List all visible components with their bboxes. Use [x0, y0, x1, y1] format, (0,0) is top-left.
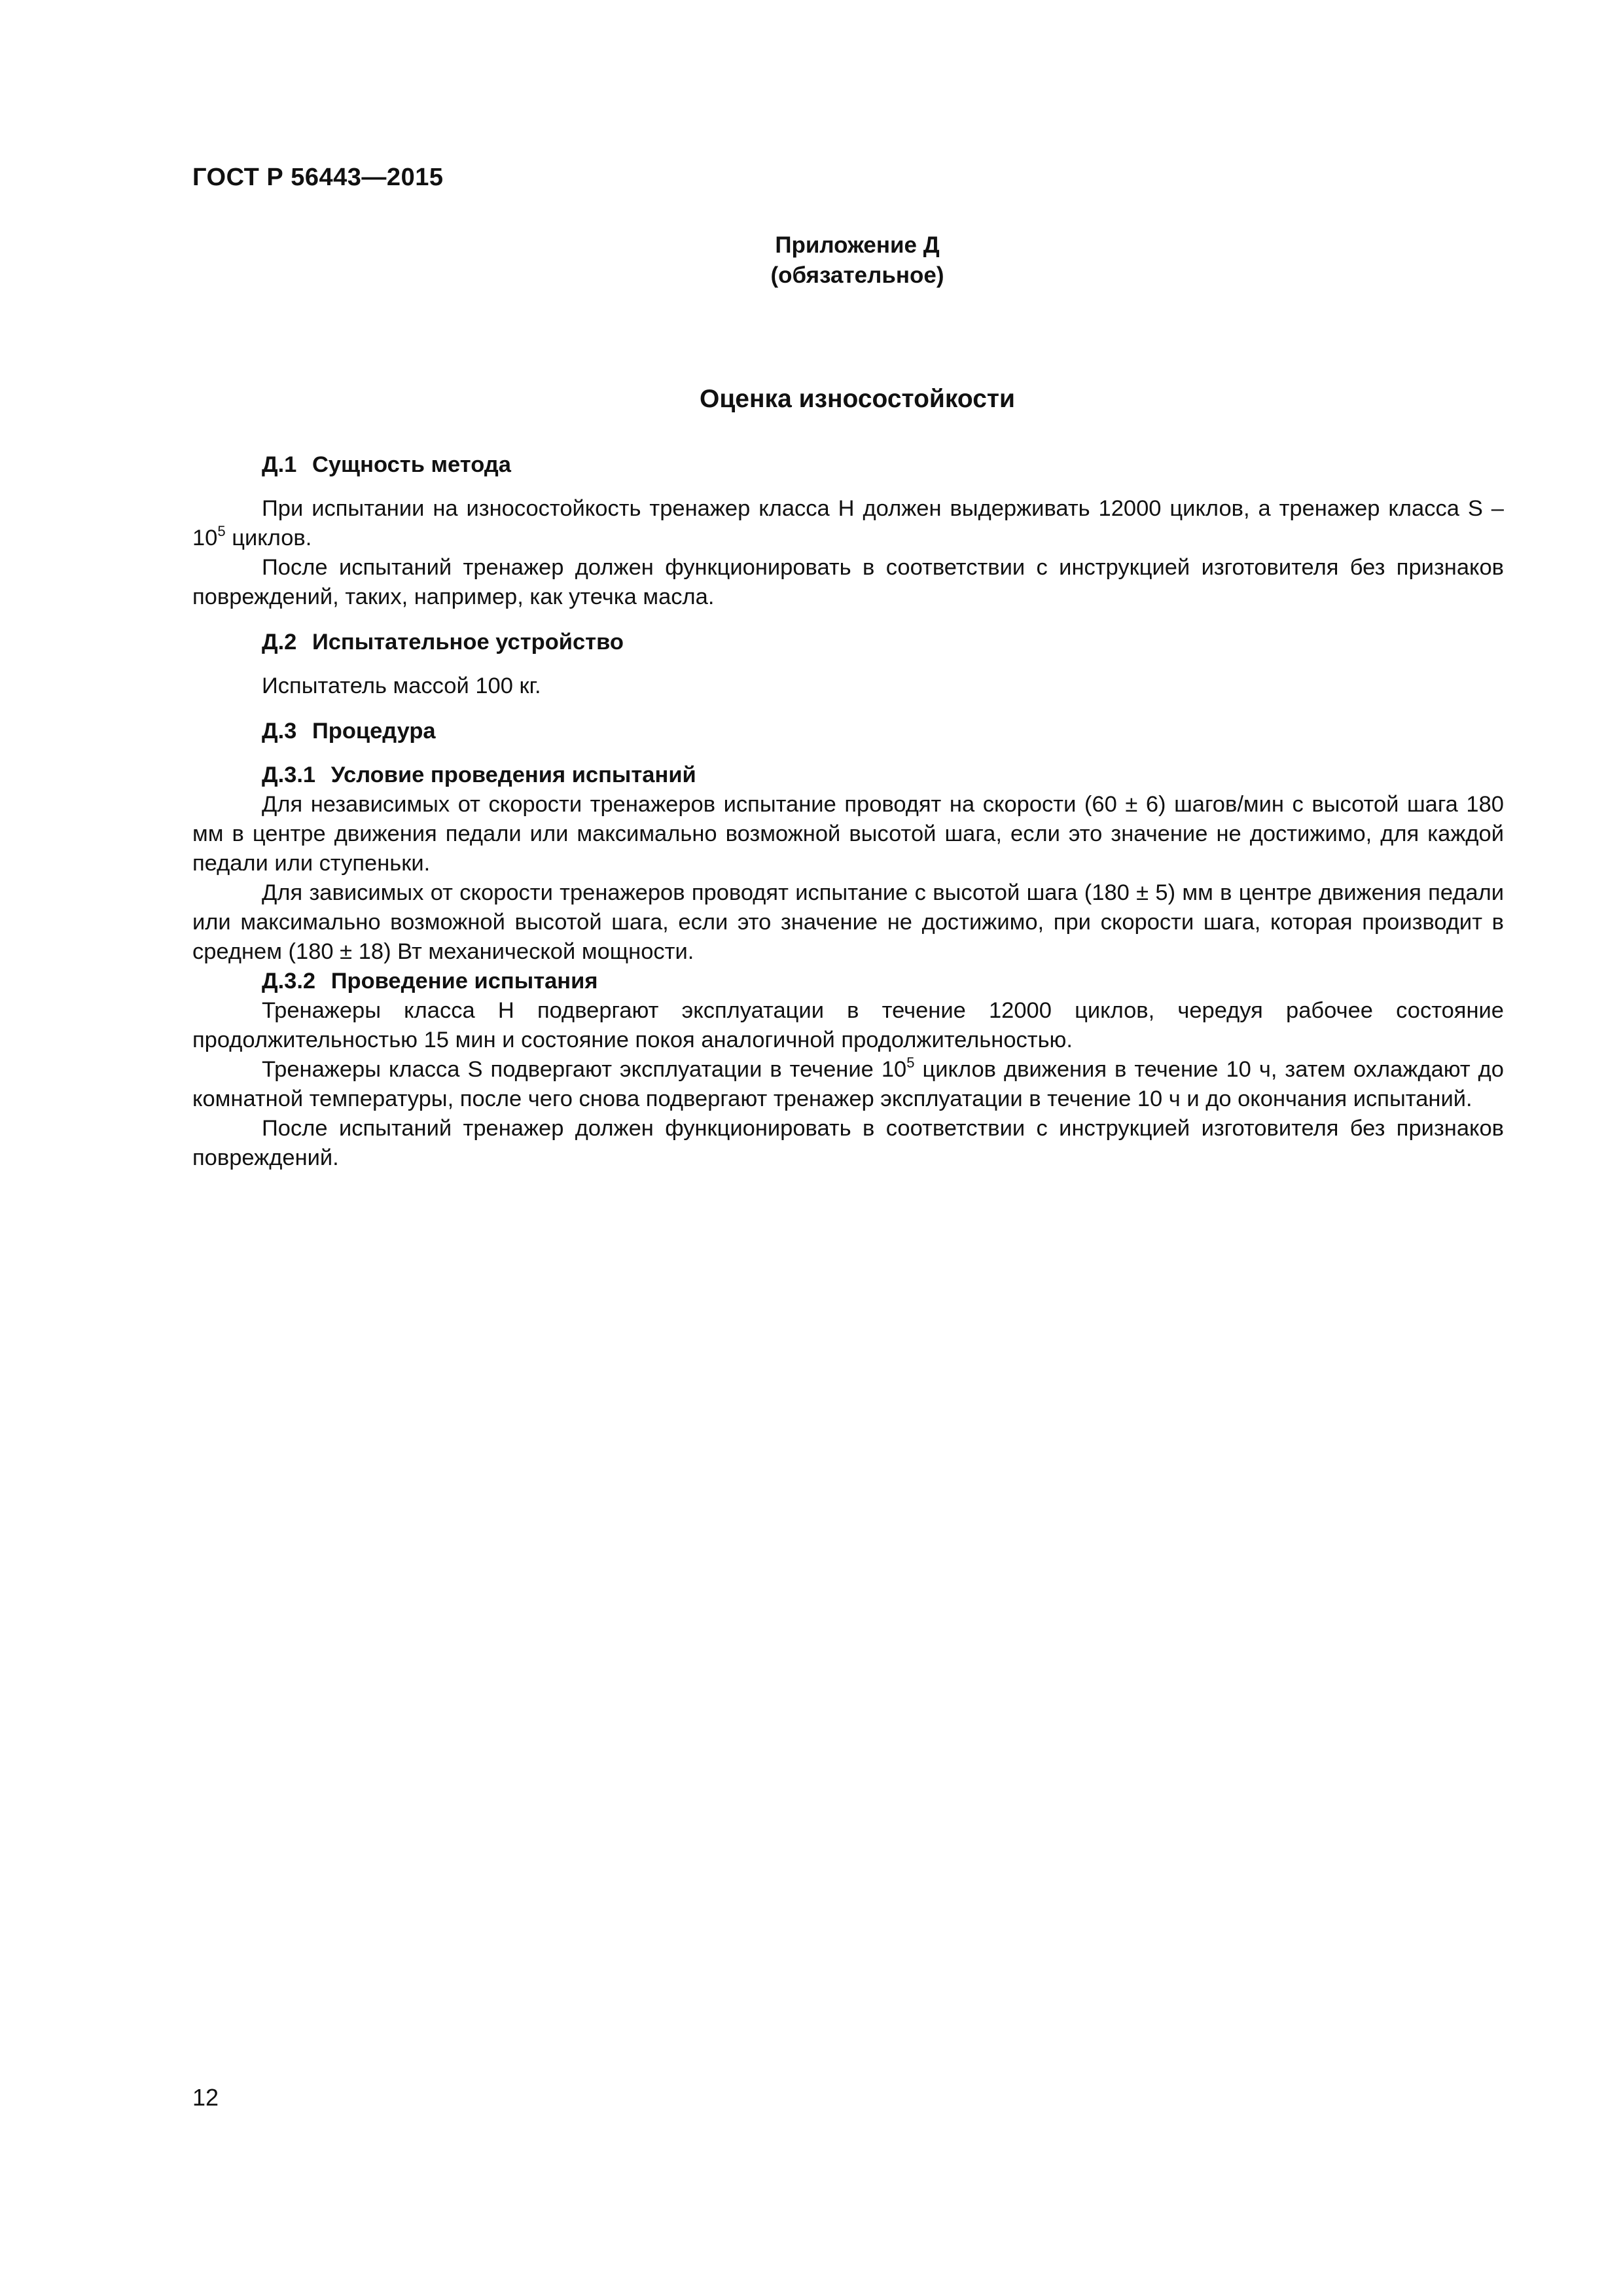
section-d3-title: Процедура: [312, 719, 436, 744]
section-d32-title: Проведение испытания: [330, 969, 598, 994]
section-d31-heading: [192, 761, 1504, 790]
section-d2-paragraph-1: Испытатель массой 100 кг.: [262, 673, 541, 698]
section-d1-heading: [192, 450, 1504, 480]
section-d31-number: Д.3.1: [262, 762, 316, 787]
appendix-title: Приложение Д: [775, 232, 940, 258]
section-d3-number: Д.3: [262, 719, 297, 744]
appendix-status: (обязательное): [770, 262, 944, 288]
superscript: 5: [906, 1054, 915, 1071]
section-d32-heading: [192, 967, 1504, 996]
section-d2-title: Испытательное устройство: [312, 630, 624, 655]
section-d1-number: Д.1: [262, 452, 297, 477]
section-d32-paragraph-1: Тренажеры класса Н подвергают эксплуатации в течение 12000 циклов, чередуя рабочее состояние продолжительностью 15 мин и состояние покоя аналогичной продолжительностью.: [192, 998, 1504, 1052]
section-d2-heading: [192, 628, 1504, 657]
document-body: [192, 450, 1504, 1173]
section-d1-title: Сущность метода: [312, 452, 511, 477]
section-d2-number: Д.2: [262, 630, 297, 655]
document-code: ГОСТ Р 56443—2015: [192, 164, 444, 191]
section-d31-paragraph-2: Для зависимых от скорости тренажеров проводят испытание с высотой шага (180 ± 5) мм в центре движения педали или максимально возможной высотой шага, если это значение не достижимо, при скорости шага, которая производит в среднем (180 ± 18) Вт механической мощности.: [192, 880, 1504, 964]
section-d32-paragraph-3: После испытаний тренажер должен функционировать в соответствии с инструкцией изготовителя без признаков повреждений.: [192, 1116, 1504, 1170]
section-d1-paragraph-1: При испытании на износостойкость тренажер класса Н должен выдерживать 12000 циклов, а тренажер класса S – $10^5$ циклов.: [192, 496, 1504, 550]
section-d32-number: Д.3.2: [262, 969, 316, 994]
appendix-heading: [681, 230, 1034, 291]
section-d3-heading: [192, 717, 1504, 746]
superscript: 5: [217, 523, 226, 539]
section-d31-title: Условие проведения испытаний: [330, 762, 696, 787]
main-title: Оценка износостойкости: [700, 385, 1015, 413]
section-d1-paragraph-2: После испытаний тренажер должен функционировать в соответствии с инструкцией изготовителя без признаков повреждений, таких, например, как утечка масла.: [192, 555, 1504, 609]
page-number: 12: [192, 2084, 219, 2111]
section-d31-paragraph-1: Для независимых от скорости тренажеров испытание проводят на скорости (60 ± 6) шагов/мин с высотой шага 180 мм в центре движения педали или максимально возможной высотой шага, если это значение не достижимо, для каждой педали или ступеньки.: [192, 792, 1504, 876]
section-d32-paragraph-2: Тренажеры класса S подвергают эксплуатации в течение $10^5$ циклов движения в течение 10 ч, затем охлаждают до комнатной температуры, после чего снова подвергают тренажер эксплуатации в течение 10 ч и до окончания испытаний.: [192, 1054, 1504, 1111]
